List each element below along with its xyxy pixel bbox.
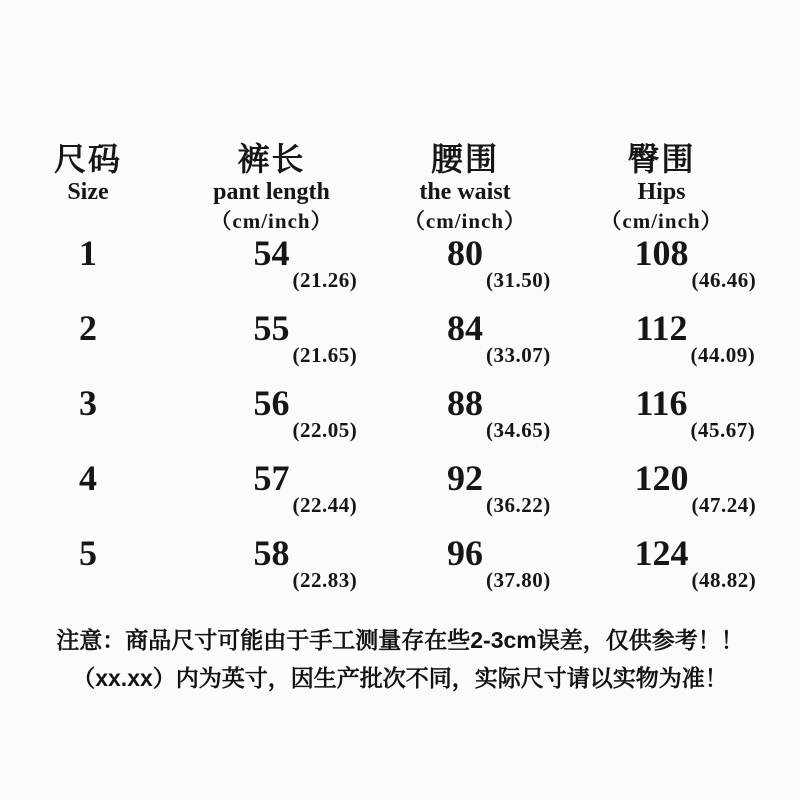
pant-cm-value: 56 xyxy=(253,383,290,423)
hips-inch-value: (48.82) xyxy=(691,568,757,592)
waist-cm-value: 88 xyxy=(447,383,483,423)
size-value: 2 xyxy=(79,308,97,348)
size-cell xyxy=(0,385,176,460)
waist-inch-value: (31.50) xyxy=(486,268,551,292)
table-row xyxy=(0,535,760,610)
waist-zh-label: 腰围 xyxy=(430,141,499,177)
waist-unit-label: （cm/inch） xyxy=(403,209,527,233)
size-cell xyxy=(0,235,176,310)
waist-inch-value: (34.65) xyxy=(486,418,551,442)
waist-inch-value: (36.22) xyxy=(486,493,551,517)
note-line-2: （xx.xx）内为英寸，因生产批次不同，实际尺寸请以实物为准！ xyxy=(72,665,728,691)
waist-cell xyxy=(367,310,563,385)
waist-cm-value: 80 xyxy=(447,233,483,273)
size-zh-label: 尺码 xyxy=(53,141,122,177)
waist-cm-value: 84 xyxy=(447,308,483,348)
table-row xyxy=(0,235,760,310)
hips-cm-value: 120 xyxy=(634,458,689,498)
pant-length-cell xyxy=(176,535,367,610)
pant-length-cell xyxy=(176,460,367,535)
waist-cm-value: 92 xyxy=(447,458,483,498)
pant-length-unit-label: （cm/inch） xyxy=(210,209,333,233)
waist-en-label: the waist xyxy=(419,179,511,205)
col-header-hips xyxy=(563,141,760,235)
size-cell xyxy=(0,460,176,535)
hips-cm-value: 108 xyxy=(634,233,689,273)
col-header-size xyxy=(0,141,176,235)
hips-inch-value: (46.46) xyxy=(691,268,757,292)
header-row xyxy=(0,141,760,235)
waist-cell xyxy=(367,460,563,535)
pant-inch-value: (22.05) xyxy=(292,418,358,442)
note-line-1: 注意：商品尺寸可能由于手工测量存在些2-3cm误差，仅供参考！！ xyxy=(56,627,744,653)
hips-cm-value: 112 xyxy=(635,308,688,348)
waist-inch-value: (37.80) xyxy=(486,568,551,592)
waist-cell xyxy=(367,235,563,310)
hips-en-label: Hips xyxy=(637,179,686,205)
size-value: 3 xyxy=(79,383,97,423)
pant-length-zh-label: 裤长 xyxy=(237,141,306,177)
waist-cell xyxy=(367,535,563,610)
hips-cm-value: 116 xyxy=(635,383,688,423)
pant-inch-value: (21.26) xyxy=(292,268,358,292)
pant-cm-value: 54 xyxy=(253,233,290,273)
col-header-waist xyxy=(367,141,563,235)
pant-cm-value: 55 xyxy=(253,308,290,348)
pant-length-cell xyxy=(176,235,367,310)
size-cell xyxy=(0,310,176,385)
pant-cm-value: 58 xyxy=(253,533,290,573)
pant-inch-value: (22.44) xyxy=(292,493,358,517)
hips-inch-value: (45.67) xyxy=(690,418,756,442)
table-row xyxy=(0,385,760,460)
waist-cell xyxy=(367,385,563,460)
size-value: 5 xyxy=(79,533,97,573)
waist-cm-value: 96 xyxy=(447,533,483,573)
note xyxy=(0,621,800,697)
col-header-pant-length xyxy=(176,141,367,235)
pant-inch-value: (22.83) xyxy=(292,568,358,592)
size-cell xyxy=(0,535,176,610)
size-value: 1 xyxy=(79,233,97,273)
hips-cell xyxy=(563,535,760,610)
hips-unit-label: （cm/inch） xyxy=(600,209,723,233)
pant-length-cell xyxy=(176,310,367,385)
hips-cm-value: 124 xyxy=(634,533,689,573)
table-row xyxy=(0,310,760,385)
pant-length-cell xyxy=(176,385,367,460)
hips-inch-value: (44.09) xyxy=(690,343,756,367)
table-row xyxy=(0,460,760,535)
waist-inch-value: (33.07) xyxy=(486,343,551,367)
pant-cm-value: 57 xyxy=(253,458,290,498)
pant-inch-value: (21.65) xyxy=(292,343,358,367)
pant-length-en-label: pant length xyxy=(213,179,330,205)
hips-cell xyxy=(563,460,760,535)
hips-zh-label: 臀围 xyxy=(627,141,696,177)
hips-cell xyxy=(563,310,760,385)
hips-cell xyxy=(563,385,760,460)
hips-inch-value: (47.24) xyxy=(691,493,757,517)
size-en-label: Size xyxy=(67,179,109,205)
size-value: 4 xyxy=(79,458,97,498)
hips-cell xyxy=(563,235,760,310)
